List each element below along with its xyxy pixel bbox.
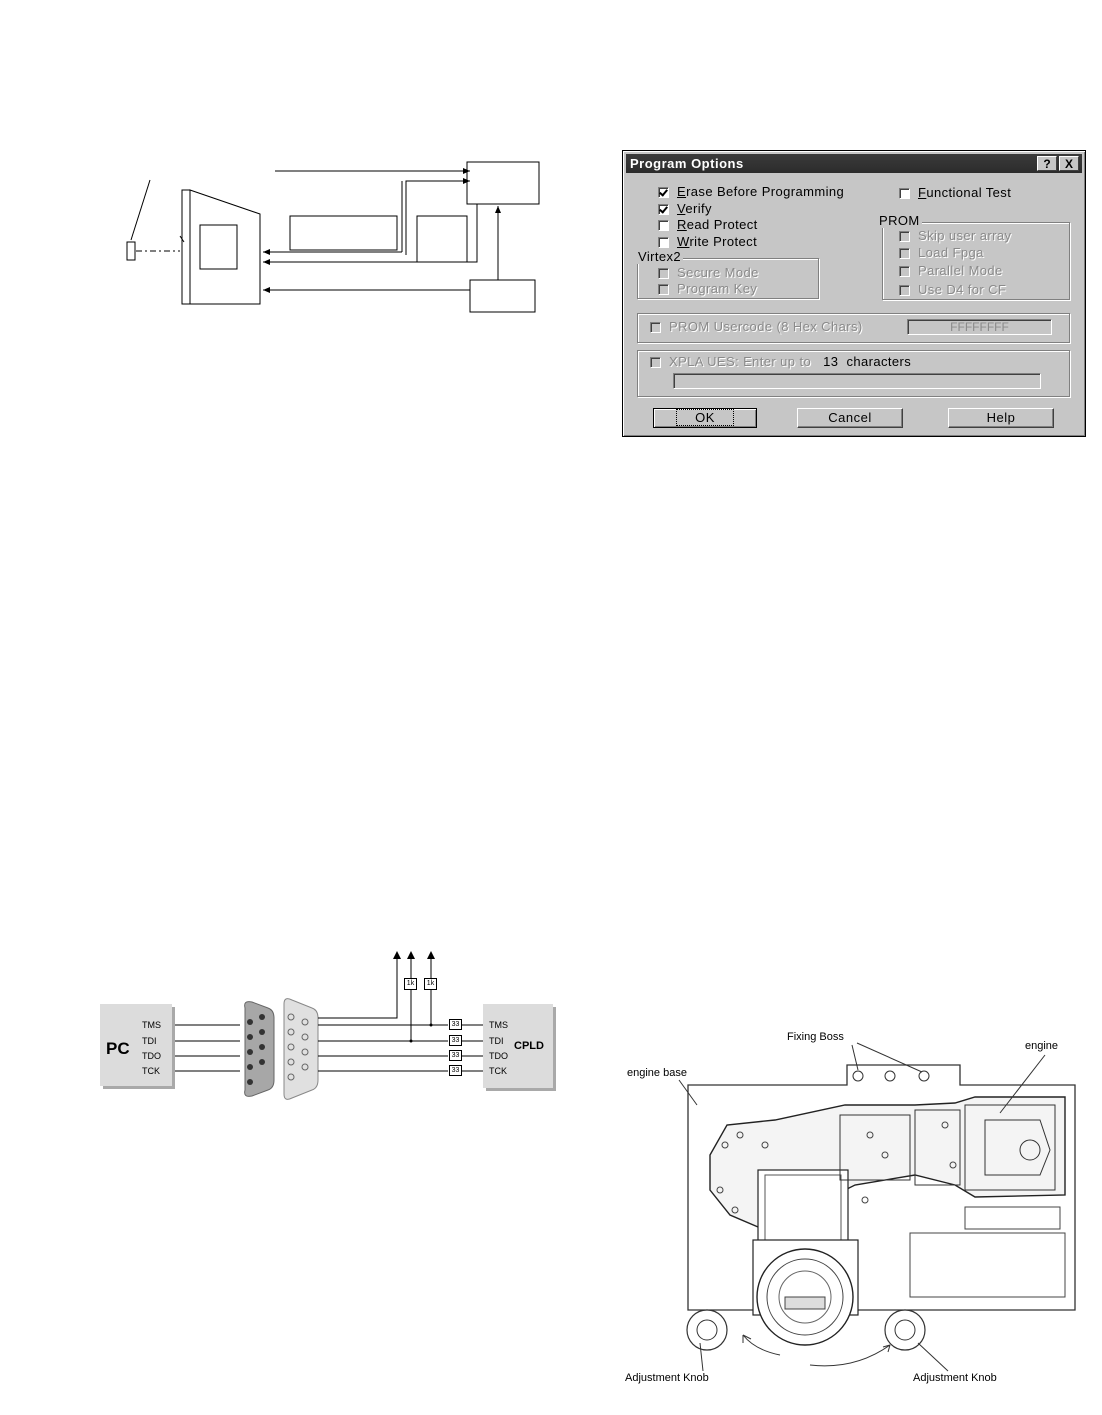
read-protect-checkbox[interactable] (658, 217, 758, 233)
skip-user-array-checkbox[interactable]: Skip user array (899, 228, 1011, 244)
program-key-checkbox[interactable]: Program Key (658, 281, 757, 297)
verify-label: Verify (677, 201, 712, 216)
secure-mode-checkbox[interactable]: Secure Mode (658, 265, 759, 281)
adjustment-knob-left-label: Adjustment Knob (625, 1372, 709, 1384)
adjustment-knob-right-label: Adjustment Knob (913, 1372, 997, 1384)
help-title-button[interactable]: ? (1037, 156, 1057, 171)
prom-group-title: PROM (879, 213, 920, 228)
engine-base-label: engine base (627, 1067, 687, 1079)
parallel-mode-checkbox[interactable]: Parallel Mode (899, 263, 1003, 279)
engine-line-art (615, 1025, 1095, 1395)
cpld-signal-tck: TCK (489, 1066, 507, 1076)
verify-checkbox[interactable] (658, 201, 712, 217)
checkbox-disabled[interactable] (650, 357, 661, 368)
functional-test-label: Functional Test (918, 185, 1012, 200)
functional-test-checkbox[interactable] (899, 185, 1011, 201)
load-fpga-checkbox[interactable]: Load Fpga (899, 245, 984, 261)
series-resistor-tdi: 33 (449, 1035, 462, 1046)
series-resistor-tck: 33 (449, 1065, 462, 1076)
virtex2-group-title: Virtex2 (638, 249, 682, 264)
checkbox-disabled[interactable] (650, 322, 661, 333)
cpld-signal-tdo: TDO (489, 1051, 508, 1061)
erase-before-programming-checkbox[interactable] (658, 184, 844, 200)
ok-button[interactable]: OK (653, 408, 757, 428)
cpld-label: CPLD (514, 1040, 544, 1052)
xpla-ues-checkbox[interactable]: XPLA UES: Enter up to 13 characters (650, 354, 911, 370)
prom-usercode-checkbox[interactable]: PROM Usercode (8 Hex Chars) (650, 319, 863, 335)
help-button[interactable]: Help (948, 408, 1054, 428)
checkbox-disabled[interactable] (899, 266, 910, 277)
pc-signal-tms: TMS (142, 1020, 161, 1030)
program-options-dialog (622, 150, 1086, 437)
read-protect-label: Read Protect (677, 217, 758, 232)
engine-drawing (615, 1025, 1095, 1395)
fixing-boss-label: Fixing Boss (787, 1031, 844, 1043)
pc-label: PC (106, 1039, 130, 1058)
erase-label: Erase Before Programming (677, 184, 845, 199)
checkbox-disabled[interactable] (658, 268, 669, 279)
pullup-resistor-1: 1k (404, 978, 417, 990)
cancel-button[interactable]: Cancel (797, 408, 903, 428)
checkbox-disabled[interactable] (658, 284, 669, 295)
jtag-diagram (100, 940, 560, 1100)
write-protect-label: Write Protect (677, 234, 758, 249)
pc-signal-tdo: TDO (142, 1051, 161, 1061)
checkbox-disabled[interactable] (899, 285, 910, 296)
checkbox-disabled[interactable] (899, 231, 910, 242)
use-d4-for-cf-checkbox[interactable]: Use D4 for CF (899, 282, 1006, 298)
series-resistor-tms: 33 (449, 1019, 462, 1030)
pc-signal-tdi: TDI (142, 1036, 157, 1046)
engine-label: engine (1025, 1040, 1059, 1052)
cpld-signal-tms: TMS (489, 1020, 508, 1030)
pc-signal-tck: TCK (142, 1066, 160, 1076)
cpld-signal-tdi: TDI (489, 1036, 504, 1046)
dialog-titlebar (626, 154, 1082, 173)
prom-usercode-field[interactable]: FFFFFFFF (907, 319, 1052, 335)
series-resistor-tdo: 33 (449, 1050, 462, 1061)
dialog-title: Program Options (630, 156, 744, 171)
checkbox-unchecked[interactable] (658, 237, 669, 248)
checkbox-unchecked[interactable] (658, 220, 669, 231)
block-diagram (110, 150, 550, 320)
xpla-ues-field[interactable] (673, 373, 1041, 389)
checkbox-unchecked[interactable] (899, 188, 910, 199)
write-protect-checkbox[interactable] (658, 234, 757, 250)
pullup-resistor-2: 1k (424, 978, 437, 990)
close-button[interactable]: X (1059, 156, 1079, 171)
checkbox-checked[interactable] (658, 187, 669, 198)
checkbox-checked[interactable] (658, 204, 669, 215)
checkbox-disabled[interactable] (899, 248, 910, 259)
